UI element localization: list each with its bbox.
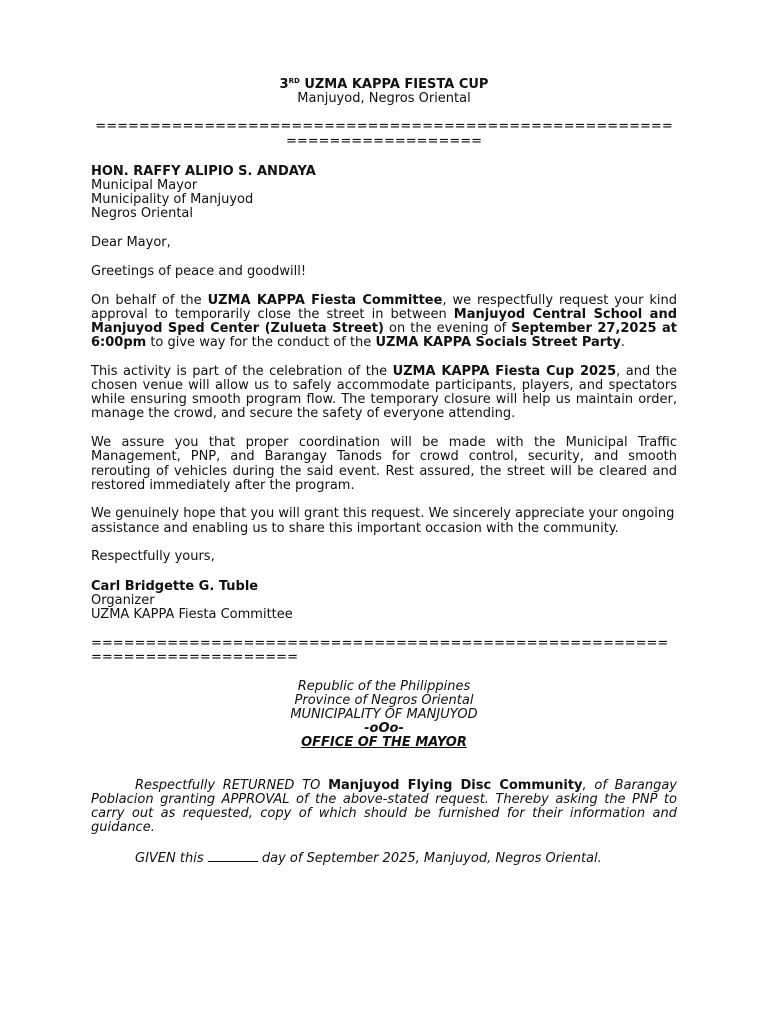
signatory-org: UZMA KAPPA Fiesta Committee [91,606,293,622]
salutation: Dear Mayor, [91,235,171,251]
office-of-the-mayor: OFFICE OF THE MAYOR [301,735,467,751]
closing: Respectfully yours, [91,549,215,565]
bottom-divider: ======================================================================== [91,635,669,665]
office-municipality: MUNICIPALITY OF MANJUYOD [290,707,478,722]
signatory-role: Organizer [91,592,155,608]
office-separator: -oOo- [364,721,404,737]
endorsement-paragraph: Respectfully RETURNED TO Manjuyod Flying Disc Community, of Barangay Poblacion granting APPROVAL of the above-stated request. Thereby asking the PNP to carry out as requested, copy of which should be furnished for their information and guidance. [91,777,677,836]
document-location: Manjuyod, Negros Oriental [297,91,471,107]
greeting: Greetings of peace and goodwill! [91,263,307,279]
top-divider: ======================================================================= [95,119,673,149]
recipient-title: Municipal Mayor [91,178,198,194]
letter-page [91,78,677,866]
recipient-block [91,165,677,222]
recipient-province: Negros Oriental [91,206,193,222]
recipient-office: Municipality of Manjuyod [91,192,254,208]
office-block [91,680,677,751]
office-province: Province of Negros Oriental [294,692,474,708]
given-line: GIVEN this day of September 2025, Manjuyod, Negros Oriental. [135,850,602,866]
recipient-name: HON. RAFFY ALIPIO S. ANDAYA [91,163,316,179]
day-blank [208,850,258,862]
signatory-name: Carl Bridgette G. Tuble [91,578,259,594]
paragraph-request: On behalf of the UZMA KAPPA Fiesta Committee, we respectfully request your kind approval to temporarily close the street in between Manjuyod Central School and Manjuyod Sped Center (Zulueta Street) on the evening of September 27,2025 at 6:00pm to give way for the conduct of the UZMA KAPPA Socials Street Party. [91,292,678,351]
title-number: 3 [279,77,289,92]
paragraph-appreciation: We genuinely hope that you will grant this request. We sincerely appreciate your ongoing assistance and enabling us to share this important occasion with the community. [91,506,675,536]
document-title [91,78,677,92]
paragraph-coordination: We assure you that proper coordination will be made with the Municipal Traffic Management, PNP, and Barangay Tanods for crowd control, security, and smooth rerouting of vehicles during the said event. Rest assured, the street will be cleared and restored immediately after the program. [91,435,677,493]
office-republic: Republic of the Philippines [297,678,471,694]
title-text: UZMA KAPPA FIESTA CUP [299,77,489,92]
signatory-block [91,580,677,623]
paragraph-purpose: This activity is part of the celebration of the UZMA KAPPA Fiesta Cup 2025, and the chosen venue will allow us to safely accommodate participants, players, and spectators while ensuring smooth program flow. The temporary closure will help us maintain order, manage the crowd, and secure the safety of everyone attending. [91,363,677,422]
title-ordinal-suffix: RD [288,77,300,85]
